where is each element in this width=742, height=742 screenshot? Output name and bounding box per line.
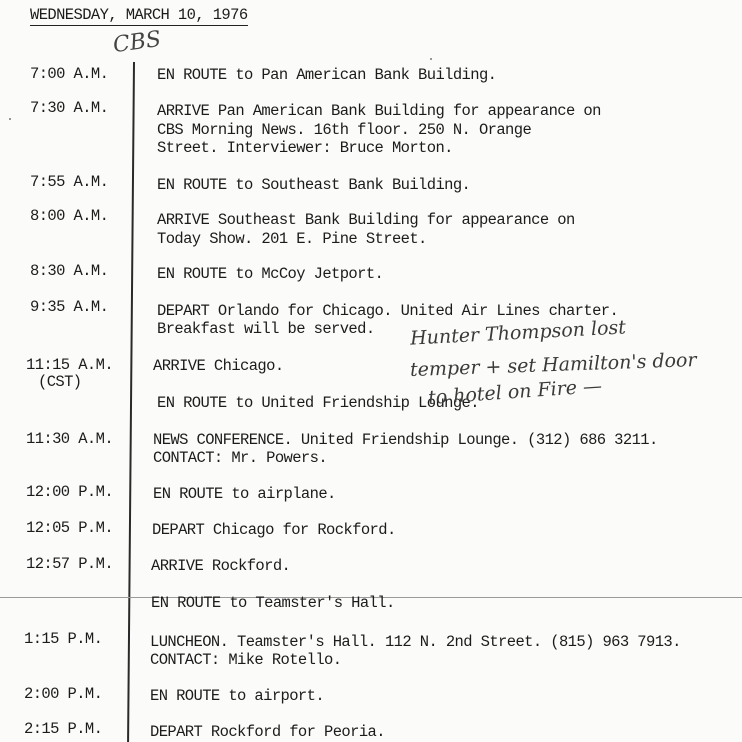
entry-line: EN ROUTE to Southeast Bank Building.: [157, 176, 471, 194]
entry-line: Street. Interviewer: Bruce Morton.: [157, 139, 453, 157]
entry-line: ARRIVE Rockford.: [151, 557, 291, 575]
entry-time: 12:00 P.M.: [26, 483, 114, 501]
entry-time: 11:30 A.M.: [26, 430, 114, 448]
entry-line: ARRIVE Pan American Bank Building for appearance on: [157, 102, 601, 120]
entry-line: NEWS CONFERENCE. United Friendship Lounge. (312) 686 3211.: [153, 431, 658, 449]
entry-time: 12:57 P.M.: [26, 555, 114, 573]
entry-line: CBS Morning News. 16th floor. 250 N. Orange: [157, 121, 532, 139]
entry-line: CONTACT: Mr. Powers.: [153, 449, 328, 467]
entry-line: EN ROUTE to McCoy Jetport.: [157, 265, 384, 283]
entry-line: DEPART Rockford for Peoria.: [150, 723, 385, 741]
entry-time: 2:15 P.M.: [24, 720, 103, 738]
entry-line: DEPART Chicago for Rockford.: [152, 521, 396, 539]
entry-line: CONTACT: Mike Rotello.: [150, 651, 342, 669]
entry-time: 12:05 P.M.: [26, 519, 114, 537]
entry-time: 1:15 P.M.: [24, 630, 103, 648]
entry-time: 9:35 A.M.: [30, 298, 109, 316]
handwritten-note-line: to hotel on Fire —: [427, 374, 603, 410]
time-column-divider: [127, 62, 135, 742]
entry-line: Today Show. 201 E. Pine Street.: [157, 230, 427, 248]
entry-line: EN ROUTE to United Friendship Lounge.: [157, 394, 479, 412]
entry-line: EN ROUTE to Pan American Bank Building.: [157, 66, 497, 84]
entry-time: 7:00 A.M.: [30, 65, 109, 83]
handwritten-note-line: Hunter Thompson lost: [409, 316, 627, 350]
entry-line: EN ROUTE to Teamster's Hall.: [151, 594, 395, 612]
entry-time: 8:30 A.M.: [30, 262, 109, 280]
entry-line: Breakfast will be served.: [157, 320, 375, 338]
paper-speck: [430, 58, 432, 60]
entry-time: 8:00 A.M.: [30, 207, 109, 225]
entry-line: ARRIVE Southeast Bank Building for appearance on: [157, 211, 575, 229]
entry-line: ARRIVE Chicago.: [153, 357, 284, 375]
entry-line: LUNCHEON. Teamster's Hall. 112 N. 2nd Street. (815) 963 7913.: [150, 633, 681, 651]
handwritten-note-line: temper + set Hamilton's door: [409, 349, 697, 381]
entry-line: EN ROUTE to airplane.: [153, 485, 336, 503]
entry-time: 11:15 A.M.: [26, 356, 114, 374]
entry-time: 2:00 P.M.: [24, 685, 103, 703]
entry-time: 7:30 A.M.: [30, 99, 109, 117]
handwritten-initials: CBS: [111, 26, 163, 59]
entry-time: 7:55 A.M.: [30, 173, 109, 191]
entry-timezone: (CST): [38, 373, 82, 391]
entry-line: EN ROUTE to airport.: [150, 687, 325, 705]
entry-line: DEPART Orlando for Chicago. United Air Lines charter.: [157, 302, 619, 320]
schedule-date-header: WEDNESDAY, MARCH 10, 1976: [30, 6, 248, 24]
paper-speck: [9, 118, 11, 120]
